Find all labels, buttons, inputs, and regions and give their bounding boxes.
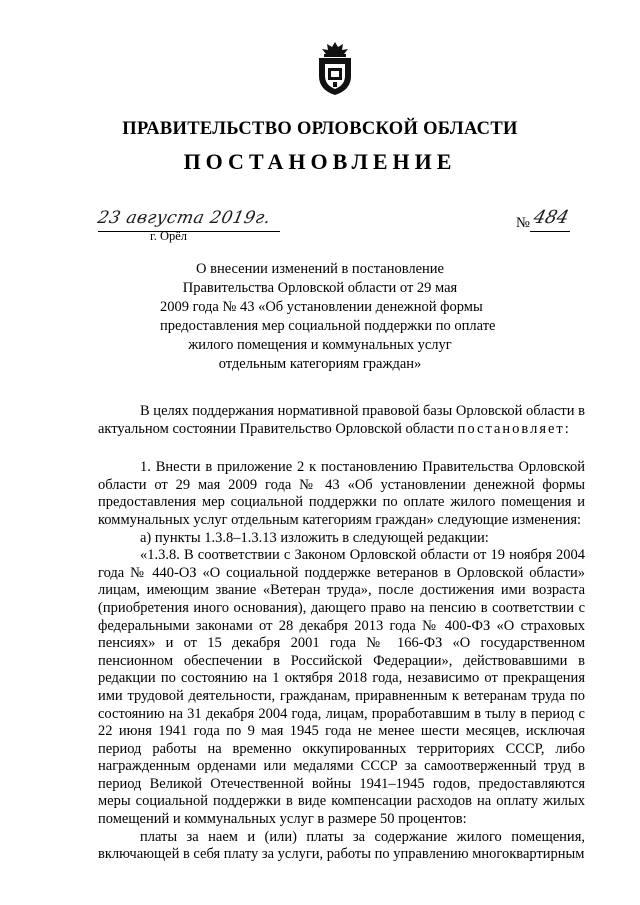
- item-1a-paragraph: а) пункты 1.3.8–1.3.13 изложить в следующей редакции:: [140, 529, 489, 546]
- issuing-authority: ПРАВИТЕЛЬСТВО ОРЛОВСКОЙ ОБЛАСТИ: [122, 119, 518, 139]
- subject-line: О внесении изменений в постановление: [196, 261, 444, 277]
- item-1-paragraph: 1. Внести в приложение 2 к постановлению Правительства Орловской области от 29 мая 2009 года № 43 «Об установлении денежной формы предоставления мер социальной поддержки по оплате жилого помещения и коммунальных услуг отдельным категориям граждан» следующие изменения:: [98, 459, 585, 528]
- number-label: №: [516, 215, 530, 231]
- coat-of-arms-emblem: [313, 40, 357, 96]
- handwritten-date: 23 августа 2019г.: [95, 208, 273, 228]
- document-subject: [160, 260, 496, 374]
- clause-1-3-8-paragraph: «1.3.8. В соответствии с Законом Орловской области от 19 ноября 2004 года № 440-ОЗ «О социальной поддержке ветеранов в Орловской области» лицам, имеющим звание «Ветеран труда», после достижения ими возраста (приобретения иного основания), дающего право на пенсию в соответствии с федеральными законами от 28 декабря 2013 года № 400-ФЗ «О страховых пенсиях» и от 15 декабря 2001 года № 166-ФЗ «О государственном пенсионном обеспечении в Российской Федерации», действовавшими в редакции по состоянию на 1 октября 2018 года, независимо от прекращения ими трудовой деятельности, гражданам, приравненным к ветеранам труда по состоянию на 31 декабря 2004 года, лицам, проработавшим в тылу в период с 22 июня 1941 года по 9 мая 1945 года не менее шести месяцев, исключая период работы на временно оккупированных территориях СССР, либо награжденным орденами или медалями СССР за самоотверженный труд в период Великой Отечественной войны 1941–1945 годов, предоставляются меры социальной поддержки в виде компенсации расходов на оплату жилых помещений и коммунальных услуг в размере 50 процентов:: [98, 547, 585, 828]
- preamble-end: :: [564, 420, 569, 437]
- subject-line: отдельным категориям граждан»: [218, 356, 422, 372]
- number-underline: [530, 231, 570, 232]
- preamble-paragraph: [98, 403, 585, 438]
- subject-line: Правительства Орловской области от 29 мая: [182, 280, 458, 296]
- preamble-verb: постановляет: [457, 420, 565, 437]
- payment-paragraph: платы за наем и (или) платы за содержание жилого помещения, включающей в себя плату за услуги, работы по управлению многоквартирным: [98, 828, 585, 863]
- subject-line: предоставления мер социальной поддержки по оплате: [160, 318, 496, 334]
- date-underline: [98, 231, 280, 232]
- preamble-text: В целях поддержания нормативной правовой базы Орловской области в актуальном состоянии Правительство Орловской области: [98, 403, 585, 437]
- document-body: [98, 403, 585, 864]
- handwritten-number: 484: [531, 207, 571, 228]
- document-type-title: ПОСТАНОВЛЕНИЕ: [183, 149, 457, 174]
- city-label: г. Орёл: [150, 229, 188, 243]
- subject-line: жилого помещения и коммунальных услуг: [188, 337, 452, 353]
- subject-line: 2009 года № 43 «Об установлении денежной формы: [160, 299, 483, 315]
